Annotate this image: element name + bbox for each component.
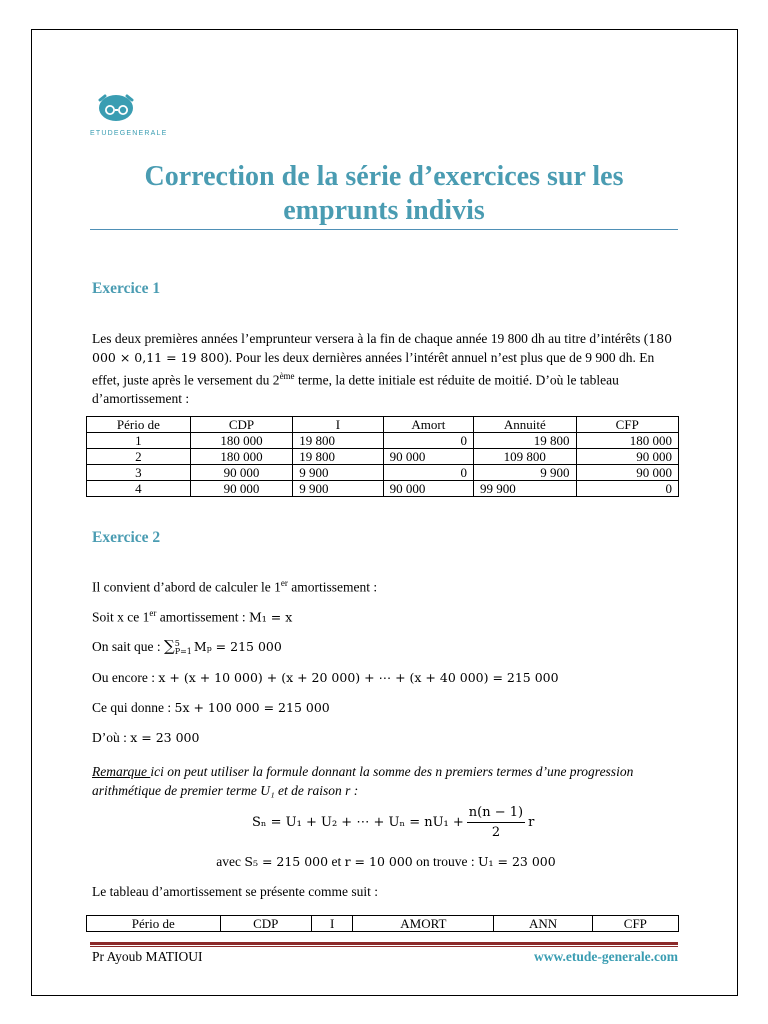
column-header: CFP: [592, 916, 678, 932]
table-cell: 19 800: [474, 433, 576, 449]
table-cell: 0: [383, 465, 473, 481]
column-header: I: [293, 417, 383, 433]
table-cell: 2: [87, 449, 191, 465]
sum-symbol: ∑: [164, 637, 175, 655]
amortization-table-1: [86, 416, 679, 497]
exercise-2-line-1: Il convient d’abord de calculer le 1er amortissement :: [92, 578, 378, 595]
table-cell: 180 000: [190, 433, 292, 449]
exercise-2-line-6: D’où : x = 23 000: [92, 730, 200, 745]
table-cell: 90 000: [383, 481, 473, 497]
footer-website-link[interactable]: www.etude-generale.com: [534, 949, 678, 964]
table-cell: 99 900: [474, 481, 576, 497]
title-divider: [90, 229, 678, 230]
page-title: Correction de la série d’exercices sur les emprunts indivis: [144, 161, 624, 226]
footer-divider: [90, 942, 678, 945]
column-header: CDP: [220, 916, 311, 932]
table-header-row: [87, 417, 679, 433]
sum-formula: Sₙ = U₁ + U₂ + ⋯ + Uₙ = nU₁ + $\frac{n(n - 1)}{2}$ r: [252, 805, 535, 840]
table-cell: 0: [383, 433, 473, 449]
table-cell: 90 000: [190, 465, 292, 481]
table-cell: 9 900: [474, 465, 576, 481]
column-header: Pério de: [87, 916, 221, 932]
table-cell: 9 900: [293, 481, 383, 497]
column-header: Annuité: [474, 417, 576, 433]
table-header-row: [87, 916, 679, 932]
table-cell: 3: [87, 465, 191, 481]
column-header: AMORT: [353, 916, 494, 932]
table-cell: 0: [576, 481, 679, 497]
result-line: avec S₅ = 215 000 et r = 10 000 on trouve : U₁ = 23 000: [216, 854, 556, 869]
table-cell: 1: [87, 433, 191, 449]
exercise-1-heading: Exercice 1: [92, 280, 161, 297]
table-cell: 90 000: [190, 481, 292, 497]
exercise-2-heading: Exercice 2: [92, 529, 161, 546]
logo-wordmark: ETUDEGENERALE: [90, 130, 168, 137]
table-row: [87, 433, 679, 449]
remark-paragraph: Remarque ici on peut utiliser la formule donnant la somme des n premiers termes d’une progression arithmétique de premier terme U₁ et de raison r :: [92, 764, 634, 798]
table-cell: 180 000: [576, 433, 679, 449]
exercise-1-paragraph: Les deux premières années l’emprunteur versera à la fin de chaque année 19 800 dh au titre d’intérêts (180 000 × 0,11 = 19 800). Pour les deux dernières années l’intérêt annuel n’est plus que de 9 900 dh. En effet, juste après le versement du 2ème terme, la dette initiale est réduite de moitié. D’où le tableau d’amortissement :: [92, 331, 673, 406]
column-header: CFP: [576, 417, 679, 433]
exercise-2-line-5: Ce qui donne : 5x + 100 000 = 215 000: [92, 700, 330, 715]
table-cell: 180 000: [190, 449, 292, 465]
footer-divider-thin: [90, 946, 678, 947]
table-cell: 109 800: [474, 449, 576, 465]
exercise-2-line-2: Soit x ce 1er amortissement : M₁ = x: [92, 608, 293, 625]
table-intro: Le tableau d’amortissement se présente comme suit :: [92, 884, 379, 899]
table-row: [87, 465, 679, 481]
table-cell: 9 900: [293, 465, 383, 481]
table-cell: 90 000: [383, 449, 473, 465]
table-cell: 19 800: [293, 449, 383, 465]
table-row: [87, 481, 679, 497]
footer-author: Pr Ayoub MATIOUI: [92, 949, 203, 964]
table-cell: 4: [87, 481, 191, 497]
exercise-2-line-3: On sait que : ∑ 5 P=1 Mₚ = 215 000: [92, 637, 282, 656]
column-header: CDP: [190, 417, 292, 433]
amortization-table-2: [86, 915, 679, 932]
column-header: I: [311, 916, 352, 932]
fraction: $\frac{n(n - 1)}{2}$: [468, 805, 524, 840]
table-cell: 90 000: [576, 465, 679, 481]
table-row: [87, 449, 679, 465]
table-cell: 90 000: [576, 449, 679, 465]
table-cell: 19 800: [293, 433, 383, 449]
sum-limits: 5 P=1: [174, 638, 192, 656]
column-header: ANN: [494, 916, 592, 932]
column-header: Amort: [383, 417, 473, 433]
column-header: Pério de: [87, 417, 191, 433]
exercise-2-line-4: Ou encore : x + (x + 10 000) + (x + 20 000) + ⋯ + (x + 40 000) = 215 000: [92, 670, 559, 685]
